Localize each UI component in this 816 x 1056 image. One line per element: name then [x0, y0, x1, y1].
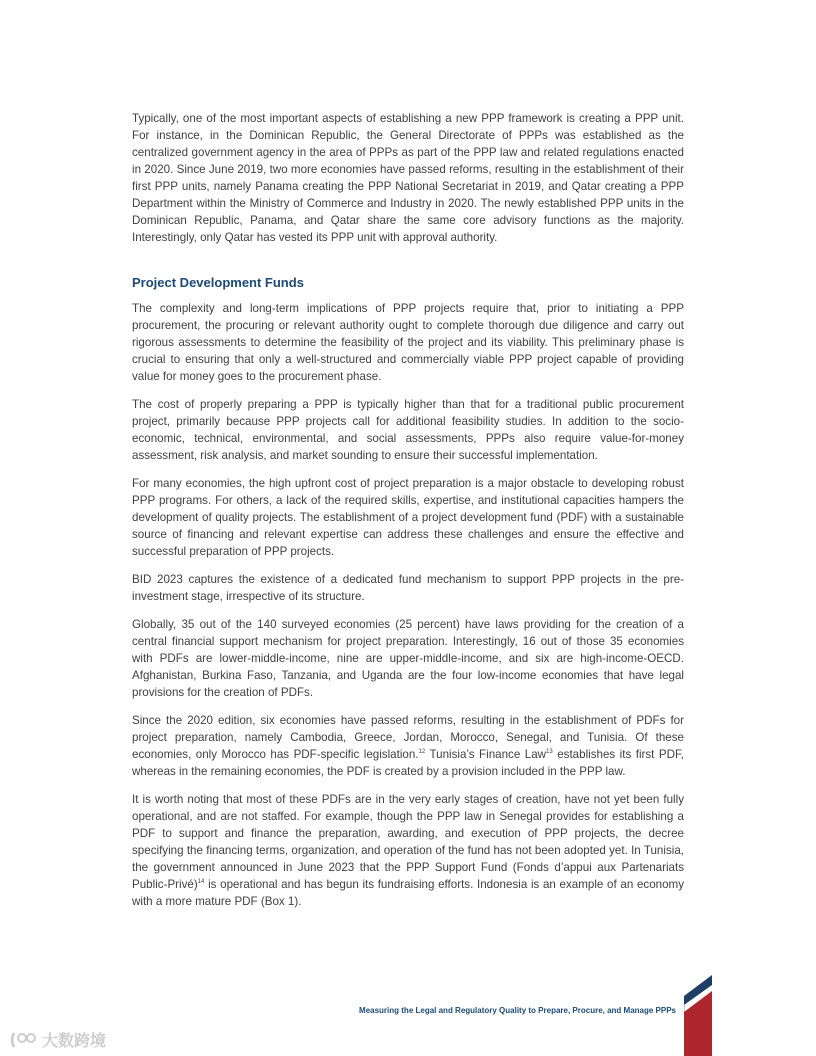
paragraph-upfront-cost: For many economies, the high upfront cost of project preparation is a major obstacle to developing robust PPP programs. For others, a lack of the required skills, expertise, and institutional capacities hampers the development of quality projects. The establishment of a project development fund (PDF) with a sustainable source of financing and relevant expertise can address these challenges and ensure the effective and successful preparation of PPP projects.	[132, 477, 684, 558]
footnote-ref-14[interactable]: 14	[197, 879, 205, 885]
reforms-text-2: Tunisia’s Finance Law	[425, 748, 547, 761]
intro-paragraph: Typically, one of the most important aspects of establishing a new PPP framework is creating a PPP unit. For instance, in the Dominican Republic, the General Directorate of PPPs was established as the centralized government agency in the area of PPPs as part of the PPP law and related regulations enacted in 2020. Since June 2019, two more economies have passed reforms, resulting in the establishment of their first PPP units, namely Panama creating the PPP National Secretariat in 2019, and Qatar creating a PPP Department within the Ministry of Commerce and Industry in 2020. The newly established PPP units in the Dominican Republic, Panama, and Qatar share the same core advisory functions as the majority. Interestingly, only Qatar has vested its PPP unit with approval authority.	[132, 112, 684, 244]
final-text-2: is operational and has begun its fundraising efforts. Indonesia is an example of an economy with a more mature PDF (Box 1).	[132, 878, 684, 908]
footer-title: Measuring the Legal and Regulatory Quality to Prepare, Procure, and Manage PPPs	[359, 1006, 676, 1015]
paragraph-complexity: The complexity and long-term implications of PPP projects require that, prior to initiating a PPP procurement, the procuring or relevant authority ought to complete thorough due diligence and carry out rigorous assessments to determine the feasibility of the project and its viability. This preliminary phase is crucial to ensuring that only a well-structured and commercially viable PPP project capable of providing value for money goes to the procurement phase.	[132, 302, 684, 383]
footnote-ref-13[interactable]: 13	[546, 749, 553, 755]
paragraph-globally: Globally, 35 out of the 140 surveyed economies (25 percent) have laws providing for the creation of a central financial support mechanism for project preparation. Interestingly, 16 out of those 35 economies with PDFs are lower-middle-income, nine are upper-middle-income, and six are high-income-OECD. Afghanistan, Burkina Faso, Tanzania, and Uganda are the four low-income economies that have legal provisions for the creation of PDFs.	[132, 618, 684, 699]
watermark-logo-icon	[8, 1029, 38, 1051]
section-heading: Project Development Funds	[132, 275, 304, 290]
watermark-text: 大数跨境	[42, 1033, 107, 1050]
reforms-text-3: establishes its first PDF, whereas in the remaining economies, the PDF is created by a provision included in the PPP law.	[132, 748, 684, 778]
watermark	[8, 1028, 106, 1051]
paragraph-bid-2023: BID 2023 captures the existence of a dedicated fund mechanism to support PPP projects in the pre-investment stage, irrespective of its structure.	[132, 573, 684, 603]
paragraph-cost: The cost of properly preparing a PPP is typically higher than that for a traditional public procurement project, primarily because PPP projects call for additional feasibility studies. In addition to the socio-economic, technical, environmental, and social assessments, PPPs also require value-for-money assessment, risk analysis, and market sounding to ensure their successful implementation.	[132, 398, 684, 462]
reforms-text-1: Since the 2020 edition, six economies have passed reforms, resulting in the establishment of PDFs for project preparation, namely Cambodia, Greece, Jordan, Morocco, Senegal, and Tunisia. Of these economies, only Morocco has PDF-specific legislation.	[132, 714, 684, 761]
final-text-1: It is worth noting that most of these PDFs are in the very early stages of creation, have not yet been fully operational, and are not staffed. For example, though the PPP law in Senegal provides for establishing a PDF to support and finance the preparation, awarding, and execution of PPP projects, the decree specifying the financing terms, organization, and operation of the fund has not been adopted yet. In Tunisia, the government announced in June 2023 that the PPP Support Fund (Fonds d’appui aux Partenariats Public-Privé)	[132, 793, 684, 891]
footnote-ref-12[interactable]: 12	[418, 749, 426, 755]
